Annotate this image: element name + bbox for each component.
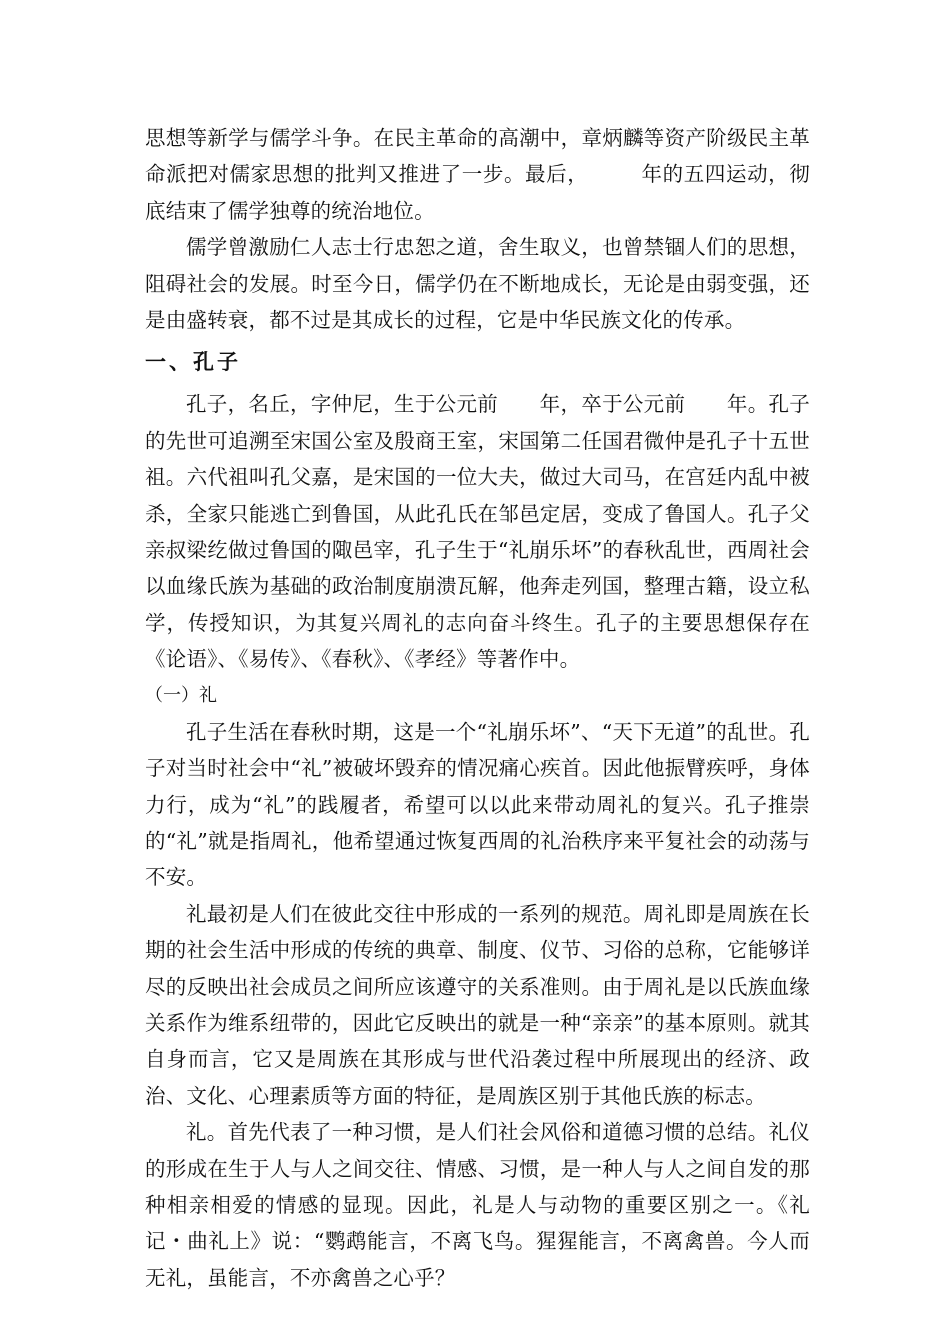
li-paragraph-spring-autumn: 孔子生活在春秋时期，这是一个“礼崩乐坏”、“天下无道”的乱世。孔子对当时社会中“礼”被破坏毁弃的情况痛心疾首。因此他振臂疾呼，身体力行，成为“礼”的践履者，希望可以以此来带动周礼的复兴。孔子推崇的“礼”就是指周礼，他希望通过恢复西周的礼治秩序来平复社会的动荡与不安。 bbox=[145, 719, 810, 890]
intro-paragraph-continued: 思想等新学与儒学斗争。在民主革命的高潮中，章炳麟等资产阶级民主革命派把对儒家思想的批判又推进了一步。最后， 年的五四运动，彻底结束了儒学独尊的统治地位。 bbox=[145, 126, 810, 223]
li-paragraph-custom: 礼。首先代表了一种习惯，是人们社会风俗和道德习惯的总结。礼仪的形成在生于人与人之间交往、情感、习惯，是一种人与人之间自发的那种相亲相爱的情感的显现。因此，礼是人与动物的重要区别之一。《礼记・曲礼上》说：“鹦鹉能言，不离飞鸟。猩猩能言，不离禽兽。今人而无礼，虽能言，不亦禽兽之心乎？ bbox=[145, 1120, 810, 1290]
subsection-heading-li: （一）礼 bbox=[145, 684, 217, 706]
confucius-biography-paragraph: 孔子，名丘，字仲尼，生于公元前 年，卒于公元前 年。孔子的先世可追溯至宋国公室及殷商王室，宋国第二任国君微仲是孔子十五世祖。六代祖叫孔父嘉，是宋国的一位大夫，做过大司马，在宫廷内乱中被杀，全家只能逃亡到鲁国，从此孔氏在邹邑定居，变成了鲁国人。孔子父亲叔梁纥做过鲁国的陬邑宰，孔子生于“礼崩乐坏”的春秋乱世，西周社会以血缘氏族为基础的政治制度崩溃瓦解，他奔走列国，整理古籍，设立私学，传授知识，为其复兴周礼的志向奋斗终生。孔子的主要思想保存在《论语》、《易传》、《春秋》、《孝经》等著作中。 bbox=[145, 392, 810, 672]
intro-paragraph-confucianism-legacy: 儒学曾激励仁人志士行忠恕之道，舍生取义，也曾禁锢人们的思想，阻碍社会的发展。时至今日，儒学仍在不断地成长，无论是由弱变强，还是由盛转衰，都不过是其成长的过程，它是中华民族文化的传承。 bbox=[145, 235, 810, 333]
section-heading-confucius: 一、孔子 bbox=[145, 350, 241, 375]
li-paragraph-zhou-rites: 礼最初是人们在彼此交往中形成的一系列的规范。周礼即是周族在长期的社会生活中形成的传统的典章、制度、仪节、习俗的总称，它能够详尽的反映出社会成员之间所应该遵守的关系准则。由于周礼是以氏族血缘关系作为维系纽带的，因此它反映出的就是一种“亲亲”的基本原则。就其自身而言，它又是周族在其形成与世代沿袭过程中所展现出的经济、政治、文化、心理素质等方面的特征，是周族区别于其他氏族的标志。 bbox=[145, 901, 810, 1108]
document-body bbox=[145, 120, 810, 1296]
